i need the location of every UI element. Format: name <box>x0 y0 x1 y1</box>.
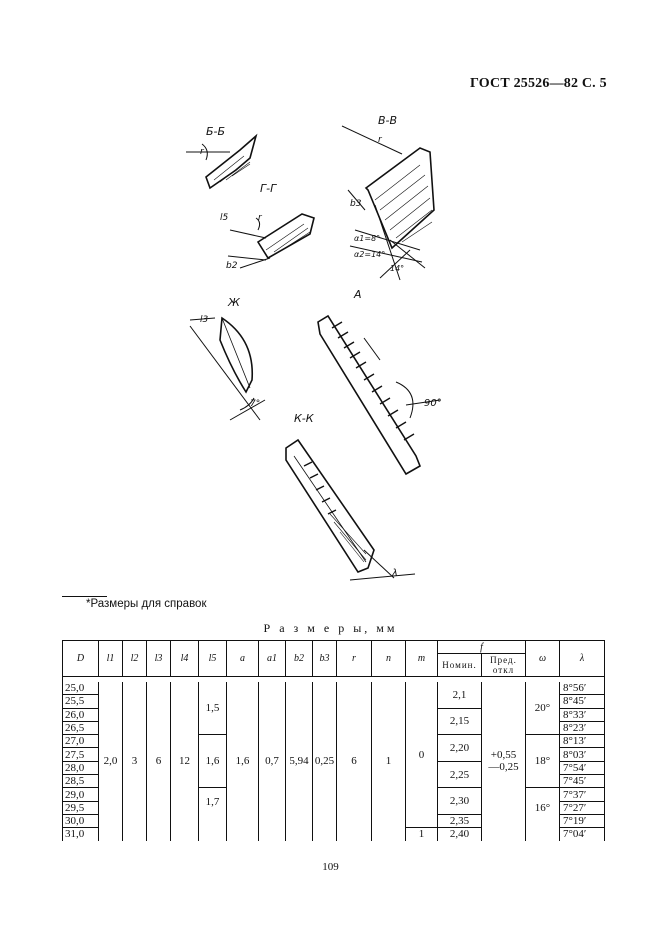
technical-drawing <box>170 110 470 590</box>
cell-l5: 1,7 <box>199 788 227 841</box>
cell-omega: 16° <box>526 788 560 841</box>
footnote-rule <box>62 596 107 597</box>
col-b3: b3 <box>313 641 337 677</box>
col-lambda: λ <box>560 641 605 677</box>
cell-f-nom: 2,35 <box>438 814 482 827</box>
cell-m: 0 <box>406 682 438 828</box>
cell-D: 26,0 <box>63 708 99 721</box>
label-angle7: 7° <box>250 399 261 409</box>
label-kk: К-К <box>294 412 314 425</box>
cell-lambda: 8°56′ <box>560 682 605 695</box>
cell-a: 1,6 <box>227 682 259 841</box>
cell-f-nom: 2,15 <box>438 708 482 735</box>
cell-b3: 0,25 <box>313 682 337 841</box>
cell-f-nom: 2,40 <box>438 828 482 841</box>
cell-D: 29,0 <box>63 788 99 801</box>
col-n: n <box>372 641 406 677</box>
cell-D: 25,0 <box>63 682 99 695</box>
cell-D: 27,5 <box>63 748 99 761</box>
cell-f-nom: 2,20 <box>438 735 482 762</box>
page-number: 109 <box>322 861 339 873</box>
label-alpha1: α1=8° <box>354 234 381 243</box>
label-zh: Ж <box>228 296 240 309</box>
col-omega: ω <box>526 641 560 677</box>
col-l1: l1 <box>99 641 123 677</box>
label-r-bb: r <box>200 147 204 157</box>
label-r-vv: r <box>378 135 382 145</box>
cell-l1: 2,0 <box>99 682 123 841</box>
view-a <box>318 316 440 474</box>
cell-l5: 1,5 <box>199 682 227 735</box>
section-kk <box>286 440 415 580</box>
label-l5: l5 <box>220 213 229 223</box>
cell-lambda: 7°37′ <box>560 788 605 801</box>
cell-D: 29,5 <box>63 801 99 814</box>
label-bb: Б-Б <box>206 125 226 138</box>
label-r-gg: r <box>258 213 262 223</box>
cell-D: 25,5 <box>63 695 99 708</box>
section-bb <box>186 136 256 188</box>
footnote: *Размеры для справок <box>86 598 207 610</box>
cell-f-nom: 2,30 <box>438 788 482 815</box>
table-row <box>63 682 605 695</box>
label-l3: l3 <box>200 315 209 325</box>
cell-r: 6 <box>337 682 372 841</box>
col-f-nom: Номин. <box>438 654 482 677</box>
col-b2: b2 <box>286 641 313 677</box>
cell-D: 28,5 <box>63 775 99 788</box>
cell-m: 1 <box>406 828 438 841</box>
col-f: f <box>438 641 526 654</box>
cell-f-dev: +0,55 —0,25 <box>482 682 526 841</box>
label-b3: b3 <box>350 199 362 209</box>
dimensions-table <box>62 640 605 841</box>
cell-D: 27,0 <box>63 735 99 748</box>
cell-l2: 3 <box>123 682 147 841</box>
cell-D: 28,0 <box>63 761 99 774</box>
section-gg <box>228 214 314 268</box>
col-f-dev: Пред. откл <box>482 654 526 677</box>
cell-n: 1 <box>372 682 406 841</box>
cell-lambda: 7°54′ <box>560 761 605 774</box>
label-lambda: λ <box>392 568 398 579</box>
col-l2: l2 <box>123 641 147 677</box>
cell-l4: 12 <box>171 682 199 841</box>
cell-l5: 1,6 <box>199 735 227 788</box>
cell-lambda: 8°45′ <box>560 695 605 708</box>
label-alpha2: α2=14° <box>354 250 386 259</box>
table-caption: Р а з м е р ы, мм <box>263 621 398 635</box>
cell-lambda: 7°19′ <box>560 814 605 827</box>
cell-D: 26,5 <box>63 721 99 734</box>
cell-lambda: 8°23′ <box>560 721 605 734</box>
col-a1: a1 <box>259 641 286 677</box>
cell-omega: 20° <box>526 682 560 735</box>
cell-a1: 0,7 <box>259 682 286 841</box>
label-vv: В-В <box>378 114 398 127</box>
cell-f-nom: 2,1 <box>438 682 482 708</box>
cell-b2: 5,94 <box>286 682 313 841</box>
cell-lambda: 8°03′ <box>560 748 605 761</box>
document-header: ГОСТ 25526—82 С. 5 <box>470 76 607 91</box>
label-b2: b2 <box>226 261 238 271</box>
label-angle14: 14° <box>390 264 405 273</box>
cell-f-nom: 2,25 <box>438 761 482 788</box>
col-l3: l3 <box>147 641 171 677</box>
col-l4: l4 <box>171 641 199 677</box>
col-l5: l5 <box>199 641 227 677</box>
cell-lambda: 8°13′ <box>560 735 605 748</box>
col-a: a <box>227 641 259 677</box>
cell-D: 30,0 <box>63 814 99 827</box>
cell-lambda: 7°27′ <box>560 801 605 814</box>
label-gg: Г-Г <box>260 182 277 195</box>
cell-omega: 18° <box>526 735 560 788</box>
col-D: D <box>63 641 99 677</box>
cell-D: 31,0 <box>63 828 99 841</box>
col-m: m <box>406 641 438 677</box>
cell-lambda: 7°45′ <box>560 775 605 788</box>
label-a: А <box>354 288 362 301</box>
cell-lambda: 7°04′ <box>560 828 605 841</box>
cell-lambda: 8°33′ <box>560 708 605 721</box>
col-r: r <box>337 641 372 677</box>
label-angle90: 90° <box>424 398 442 409</box>
cell-l3: 6 <box>147 682 171 841</box>
